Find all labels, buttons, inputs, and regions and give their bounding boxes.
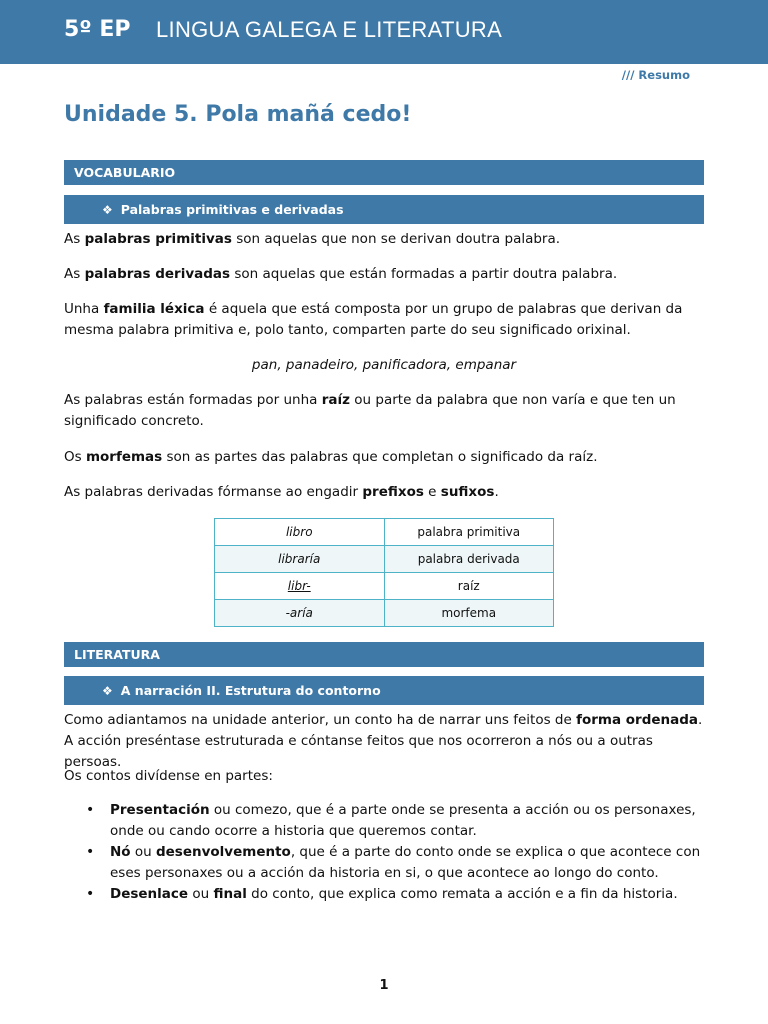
paragraph-raiz: As palabras están formadas por unha raíz ou parte da palabra que non varía e que ten un significado concreto.: [64, 392, 676, 429]
table-cell-word: libr-: [215, 573, 385, 600]
section-heading-vocabulario: [64, 160, 704, 185]
slashes-icon: ///: [621, 68, 635, 82]
subsection-heading-narracion: [64, 676, 704, 705]
subsection-heading-palabras: [64, 195, 704, 224]
table-cell-word: -aría: [215, 600, 385, 627]
subject-title: LINGUA GALEGA E LITERATURA: [156, 17, 503, 42]
section-heading-label: LITERATURA: [74, 647, 160, 662]
summary-tag: [622, 68, 690, 82]
unit-title: Unidade 5. Pola mañá cedo!: [64, 102, 412, 127]
list-item: • Nó ou desenvolvemento, que é a parte do conto onde se explica o que acontece con eses personaxes ou a acción da historia en si, o que acontece ao longo do conto.: [86, 844, 701, 881]
bullet-icon: •: [86, 886, 95, 902]
list-item: • Presentación ou comezo, que é a parte onde se presenta a acción ou os personaxes, onde ou cando ocorre a historia que queremos contar.: [86, 802, 696, 839]
list-item: • Desenlace ou final do conto, que explica como remata a acción e a fin da historia.: [64, 884, 704, 905]
table-row: [215, 600, 554, 627]
page-number: 1: [379, 978, 389, 993]
table-cell-desc: morfema: [384, 600, 554, 627]
bullet-icon: •: [86, 802, 95, 818]
paragraph-partes: Os contos divídense en partes:: [64, 768, 273, 784]
story-parts-list: [64, 800, 704, 905]
diamond-bullet-icon: ❖: [102, 683, 113, 698]
table-cell-desc: palabra primitiva: [384, 519, 554, 546]
table-cell-word: libraría: [215, 546, 385, 573]
table-row: [215, 519, 554, 546]
paragraph-forma-ordenada: Como adiantamos na unidade anterior, un conto ha de narrar uns feitos de forma ordenada. A acción preséntase estruturada e cóntanse feitos que nos ocorreron a nós ou a outras persoas.: [64, 712, 703, 770]
paragraph-derivadas: As palabras derivadas son aquelas que están formadas a partir doutra palabra.: [64, 266, 618, 282]
word-parts-table: [214, 518, 554, 627]
summary-label: Resumo: [638, 68, 690, 82]
paragraph-familia-lexica: Unha familia léxica é aquela que está composta por un grupo de palabras que derivan da mesma palabra primitiva e, polo tanto, comparten parte do seu significado orixinal.: [64, 301, 683, 338]
subsection-heading-label: A narración II. Estrutura do contorno: [120, 683, 381, 698]
table-cell-desc: raíz: [384, 573, 554, 600]
table-row: [215, 546, 554, 573]
table-cell-desc: palabra derivada: [384, 546, 554, 573]
paragraph-prefixos-sufixos: As palabras derivadas fórmanse ao engadir prefixos e sufixos.: [64, 484, 499, 500]
paragraph-primitivas: As palabras primitivas son aquelas que non se derivan doutra palabra.: [64, 231, 561, 247]
subsection-heading-label: Palabras primitivas e derivadas: [120, 202, 344, 217]
grade-label: 5º EP: [64, 17, 131, 42]
table-cell-word: libro: [215, 519, 385, 546]
diamond-bullet-icon: ❖: [102, 202, 113, 217]
header-banner: [0, 0, 768, 64]
section-heading-literatura: [64, 642, 704, 667]
bullet-icon: •: [86, 844, 95, 860]
table-row: [215, 573, 554, 600]
example-words: pan, panadeiro, panificadora, empanar: [251, 357, 517, 373]
section-heading-label: VOCABULARIO: [74, 165, 176, 180]
paragraph-morfemas: Os morfemas son as partes das palabras que completan o significado da raíz.: [64, 449, 598, 465]
